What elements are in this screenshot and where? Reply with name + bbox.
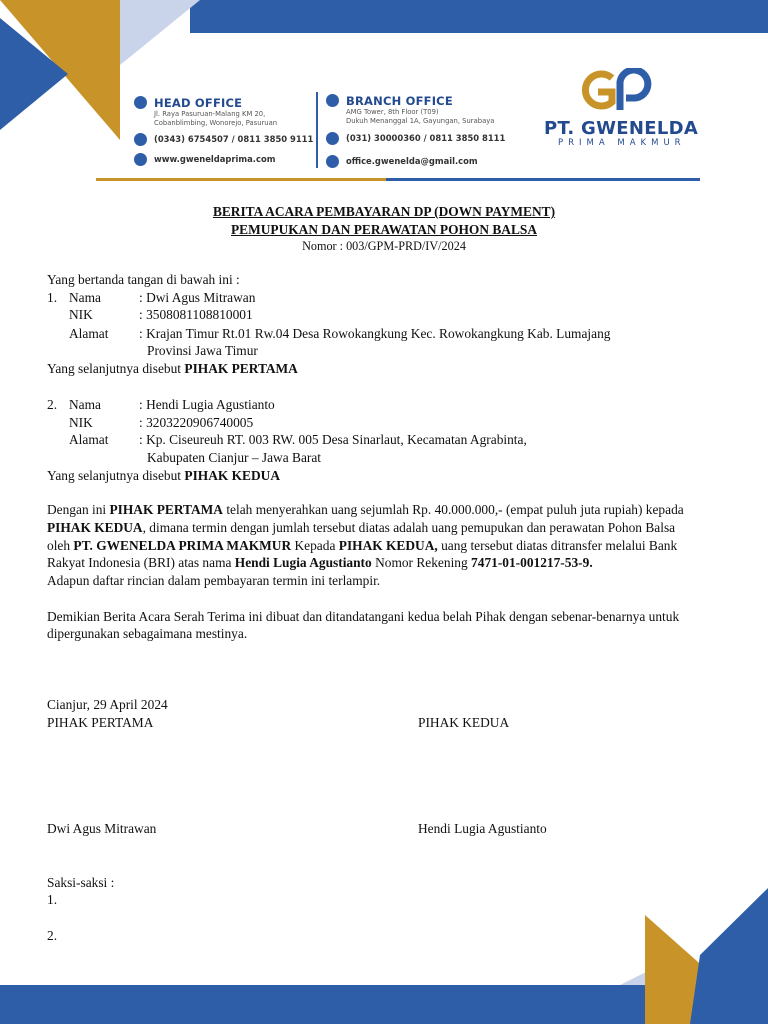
- head-office-title: HEAD OFFICE: [154, 96, 243, 110]
- party2-nik-value: : 3203220906740005: [139, 415, 254, 430]
- web-icon: [134, 153, 147, 166]
- party1-referred-name: PIHAK PERTAMA: [184, 361, 298, 376]
- body-text: Kepada: [294, 538, 336, 553]
- document-number: Nomor : 003/GPM-PRD/IV/2024: [302, 239, 466, 253]
- top-blue-bar: [190, 0, 768, 33]
- head-office-phone: (0343) 6754507 / 0811 3850 9111: [154, 134, 314, 144]
- mail-icon: [326, 155, 339, 168]
- party2-index: 2.: [47, 397, 58, 412]
- document-title-line1: BERITA ACARA PEMBAYARAN DP (DOWN PAYMENT): [212, 204, 556, 219]
- body-bold: Hendi Lugia Agustianto: [234, 555, 372, 570]
- intro-text: Yang bertanda tangan di bawah ini :: [47, 272, 240, 287]
- party1-address-line1: : Krajan Timur Rt.01 Rw.04 Desa Rowokangkung Kec. Rowokangkung Kab. Lumajang: [139, 326, 611, 341]
- witness-label: Saksi-saksi :: [47, 875, 115, 890]
- body-text: uang tersebut diatas ditransfer melalui Bank: [441, 538, 678, 553]
- body-line2: [47, 520, 675, 536]
- party1-nik-label: NIK: [69, 307, 93, 322]
- body-line5: Adapun daftar rincian dalam pembayaran termin ini terlampir.: [47, 573, 381, 588]
- signature-label-party1: PIHAK PERTAMA: [47, 715, 154, 730]
- party1-referred: [47, 361, 298, 377]
- body-bold: PIHAK KEDUA,: [338, 538, 438, 553]
- company-subtitle: PRIMA MAKMUR: [558, 138, 686, 148]
- letterhead-divider: [316, 92, 318, 168]
- closing-line2: dipergunakan sebagaimana mestinya.: [47, 626, 248, 641]
- top-light-triangle: [120, 0, 200, 65]
- party1-address-label: Alamat: [69, 326, 109, 341]
- party1-address-line2: Provinsi Jawa Timur: [147, 343, 258, 358]
- place-date: Cianjur, 29 April 2024: [47, 697, 168, 712]
- company-logo-icon: [576, 68, 656, 112]
- branch-office-phone: (031) 30000360 / 0811 3850 8111: [346, 133, 506, 143]
- party2-referred-name: PIHAK KEDUA: [184, 468, 280, 483]
- location-icon: [326, 94, 339, 107]
- party2-name-value: : Hendi Lugia Agustianto: [139, 397, 275, 412]
- referred-prefix: Yang selanjutnya disebut: [47, 361, 182, 376]
- witness-item-1: 1.: [47, 892, 58, 907]
- document-title-line2: PEMUPUKAN DAN PERAWATAN POHON BALSA: [231, 222, 537, 237]
- letterhead-rule: [96, 178, 700, 181]
- body-text: Rakyat Indonesia (BRI) atas nama: [47, 555, 232, 570]
- party2-address-line2: Kabupaten Cianjur – Jawa Barat: [147, 450, 322, 465]
- referred-prefix: Yang selanjutnya disebut: [47, 468, 182, 483]
- signature-name-party2: Hendi Lugia Agustianto: [418, 821, 547, 836]
- branch-office-address-1: AMG Tower, 8th Floor (T09): [346, 108, 439, 116]
- head-office-address-2: Cobanblimbing, Wonorejo, Pasuruan: [154, 119, 278, 127]
- party1-name-value: : Dwi Agus Mitrawan: [139, 290, 256, 305]
- body-text: oleh: [47, 538, 71, 553]
- body-bold: 7471-01-001217-53-9.: [471, 555, 593, 570]
- company-name: PT. GWENELDA: [544, 118, 699, 139]
- body-text: , dimana termin dengan jumlah tersebut diatas adalah uang pemupukan dan perawatan Pohon Balsa: [142, 520, 676, 535]
- body-bold: PIHAK PERTAMA: [109, 502, 223, 517]
- body-line3: [47, 538, 677, 554]
- branch-office-title: BRANCH OFFICE: [346, 94, 453, 108]
- bottom-blue-triangle: [690, 888, 768, 1024]
- location-icon: [134, 96, 147, 109]
- website-link[interactable]: www.gweneldaprima.com: [154, 154, 276, 164]
- party1-name-label: Nama: [69, 290, 101, 305]
- party2-address-label: Alamat: [69, 432, 109, 447]
- body-text: Nomor Rekening: [375, 555, 468, 570]
- party2-name-label: Nama: [69, 397, 101, 412]
- body-line4: [47, 555, 593, 571]
- email-link[interactable]: office.gwenelda@gmail.com: [346, 156, 478, 166]
- party1-nik-value: : 3508081108810001: [139, 307, 253, 322]
- phone-icon: [326, 132, 339, 145]
- body-text: Dengan ini: [47, 502, 107, 517]
- party2-address-line1: : Kp. Ciseureuh RT. 003 RW. 005 Desa Sinarlaut, Kecamatan Agrabinta,: [139, 432, 527, 447]
- body-bold: PIHAK KEDUA: [47, 520, 143, 535]
- signature-name-party1: Dwi Agus Mitrawan: [47, 821, 157, 836]
- party2-referred: [47, 468, 280, 484]
- witness-item-2: 2.: [47, 928, 58, 943]
- party1-index: 1.: [47, 290, 58, 305]
- branch-office-address-2: Dukuh Menanggal 1A, Gayungan, Surabaya: [346, 117, 495, 125]
- party2-nik-label: NIK: [69, 415, 93, 430]
- signature-label-party2: PIHAK KEDUA: [418, 715, 510, 730]
- body-bold: PT. GWENELDA PRIMA MAKMUR: [73, 538, 292, 553]
- head-office-address-1: Jl. Raya Pasuruan-Malang KM 20,: [154, 110, 266, 118]
- closing-line1: Demikian Berita Acara Serah Terima ini dibuat dan ditandatangani kedua belah Pihak dengan sebenar-benarnya untuk: [47, 609, 680, 624]
- body-line1: [47, 502, 684, 518]
- phone-icon: [134, 133, 147, 146]
- body-text: telah menyerahkan uang sejumlah Rp. 40.000.000,- (empat puluh juta rupiah) kepada: [226, 502, 684, 517]
